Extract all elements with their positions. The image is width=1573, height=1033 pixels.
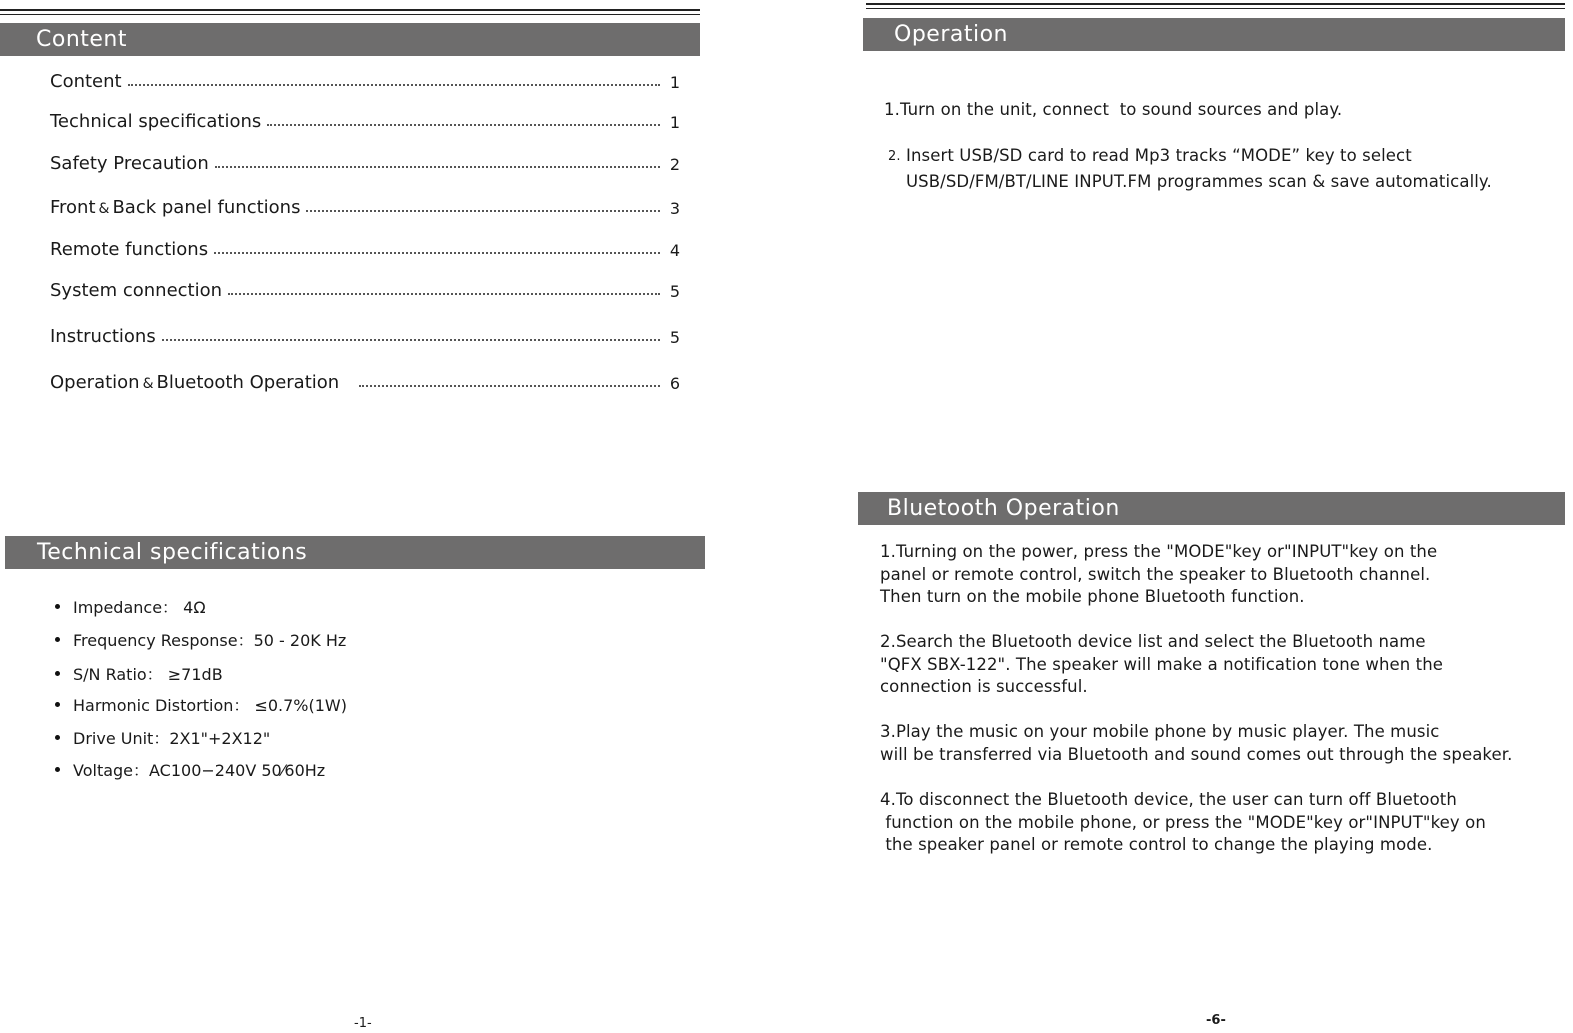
operation-step-1: 1.Turn on the unit, connect to sound sources and play. [884,100,1343,119]
top-rule-left-2 [0,14,700,15]
bluetooth-step-1: 1.Turning on the power, press the "MODE"key or"INPUT"key on the panel or remote control, switch the speaker to Bluetooth channel. Then turn on the mobile phone Bluetooth function. [880,542,1438,606]
operation-step-2-number: 2. [888,149,901,164]
toc-entry-remote-functions: Remote functions 4 [50,239,680,260]
bullet-icon [55,671,60,676]
top-rule-right-1 [866,3,1565,5]
bullet-icon [55,702,60,707]
bullet-icon [55,637,60,642]
bluetooth-operation-header: Bluetooth Operation [858,492,1565,525]
spec-voltage: Voltage：AC100−240V 50⁄60Hz [55,758,325,781]
content-header: Content [0,23,700,56]
bullet-icon [55,604,60,609]
spec-frequency-response: Frequency Response：50 - 20K Hz [55,628,346,651]
bullet-icon [55,735,60,740]
spec-harmonic-distortion: Harmonic Distortion： ≤0.7%(1W) [55,693,347,716]
toc-entry-safety-precaution: Safety Precaution 2 [50,153,680,174]
toc-entry-front-back-panel: Front & Back panel functions 3 [50,197,680,218]
toc-entry-operation-bluetooth: Operation & Bluetooth Operation 6 [50,372,680,393]
technical-specifications-header: Technical specifications [5,536,705,569]
page-number-left: -1- [354,1016,372,1031]
toc-entry-system-connection: System connection 5 [50,280,680,301]
toc-entry-content: Content 1 [50,71,680,92]
bluetooth-step-3: 3.Play the music on your mobile phone by music player. The music will be transferred via Bluetooth and sound comes out through the speaker. [880,722,1513,764]
spec-sn-ratio: S/N Ratio： ≥71dB [55,662,223,685]
page-number-right: -6- [1206,1013,1226,1028]
top-rule-right-2 [866,8,1565,9]
spec-drive-unit: Drive Unit：2X1"+2X12" [55,726,270,749]
toc-entry-technical-specifications: Technical specifications 1 [50,111,680,132]
top-rule-left-1 [0,9,700,11]
operation-step-2-line-1: Insert USB/SD card to read Mp3 tracks “MODE” key to select [906,146,1412,165]
operation-header: Operation [863,18,1565,51]
spec-impedance: Impedance： 4Ω [55,595,206,618]
operation-step-2-line-2: USB/SD/FM/BT/LINE INPUT.FM programmes scan & save automatically. [906,172,1492,191]
bluetooth-step-4: 4.To disconnect the Bluetooth device, the user can turn off Bluetooth function on the mobile phone, or press the "MODE"key or"INPUT"key on the speaker panel or remote control to change the playing mode. [880,790,1486,854]
bluetooth-step-2: 2.Search the Bluetooth device list and select the Bluetooth name "QFX SBX-122". The speaker will make a notification tone when the connection is successful. [880,632,1444,696]
bullet-icon [55,767,60,772]
toc-entry-instructions: Instructions 5 [50,326,680,347]
